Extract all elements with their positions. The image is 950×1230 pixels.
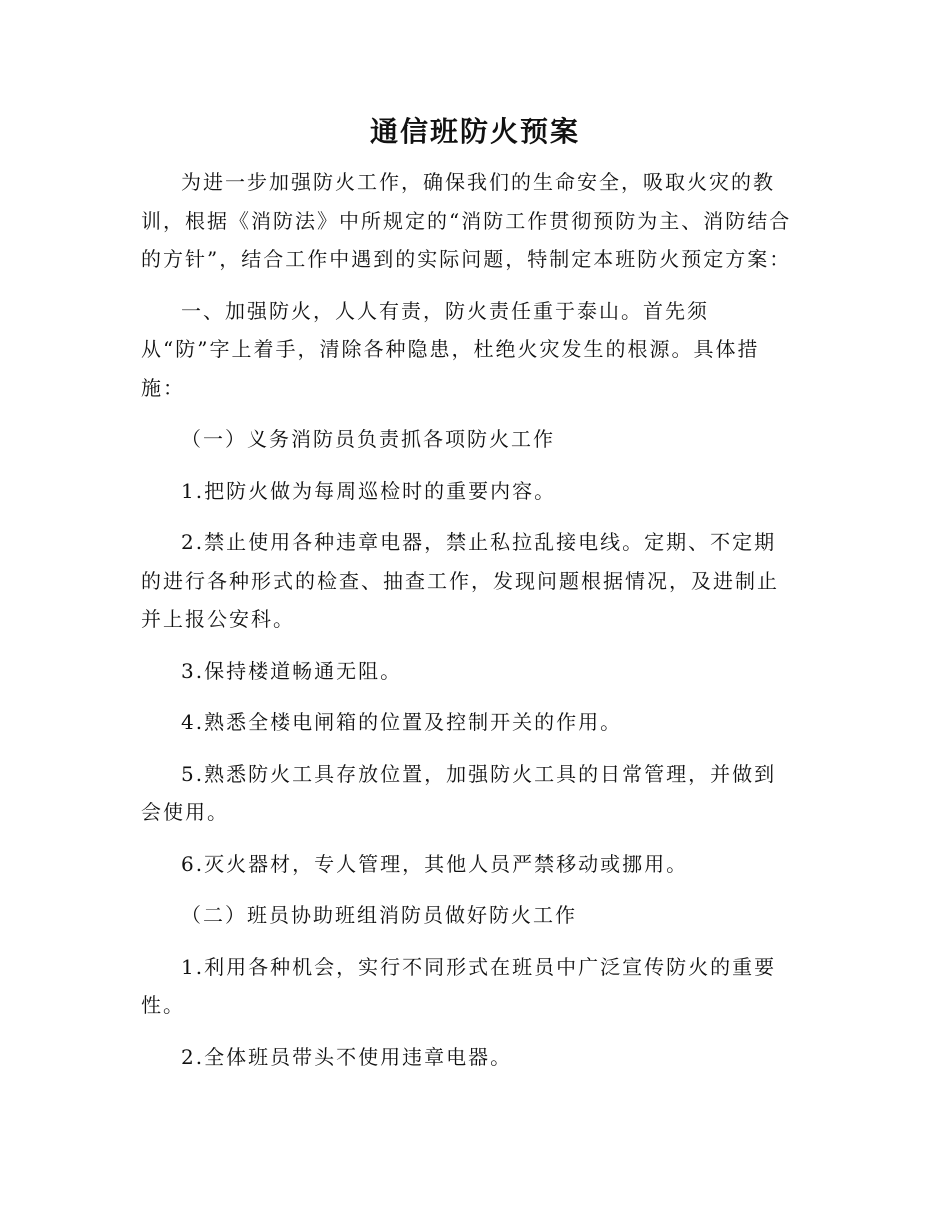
list-item: 5.熟悉防火工具存放位置，加强防火工具的日常管理，并做到会使用。 bbox=[141, 761, 777, 824]
subsection-one-heading: （一）义务消防员负责抓各项防火工作 bbox=[181, 427, 555, 451]
document-title: 通信班防火预案 bbox=[369, 115, 580, 148]
list-item: 1.把防火做为每周巡检时的重要内容。 bbox=[181, 478, 557, 503]
list-item: 1.利用各种机会，实行不同形式在班员中广泛宣传防火的重要性。 bbox=[141, 954, 777, 1017]
subsection-two-heading: （二）班员协助班组消防员做好防火工作 bbox=[181, 903, 577, 927]
document-body bbox=[141, 163, 797, 1076]
list-item: 2.全体班员带头不使用违章电器。 bbox=[181, 1044, 513, 1069]
list-item: 3.保持楼道畅通无阻。 bbox=[181, 658, 403, 683]
section-one-paragraph: 一、加强防火，人人有责，防火责任重于泰山。首先须从“防”字上着手，清除各种隐患，杜绝火灾发生的根源。具体措施： bbox=[141, 298, 760, 400]
intro-paragraph: 为进一步加强防火工作，确保我们的生命安全，吸取火灾的教训，根据《消防法》中所规定的“消防工作贯彻预防为主、消防结合的方针”，结合工作中遇到的实际问题，特制定本班防火预定方案： bbox=[141, 170, 792, 271]
list-item: 4.熟悉全楼电闸箱的位置及控制开关的作用。 bbox=[181, 710, 623, 734]
list-item: 6.灭火器材，专人管理，其他人员严禁移动或挪用。 bbox=[181, 851, 689, 876]
list-item: 2.禁止使用各种违章电器，禁止私拉乱接电线。定期、不定期的进行各种形式的检查、抽查工作，发现问题根据情况，及进制止并上报公安科。 bbox=[141, 530, 779, 631]
